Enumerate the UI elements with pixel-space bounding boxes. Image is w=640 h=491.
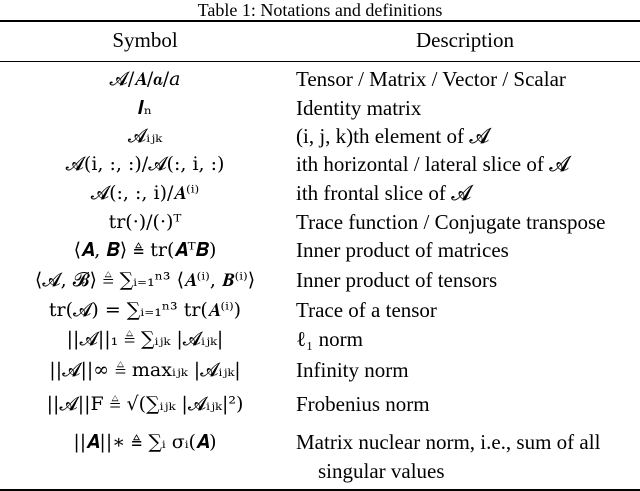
symbol-cell: ||𝓐||₁ ≜ ∑ᵢⱼₖ |𝓐ᵢⱼₖ| [66, 328, 224, 350]
description-cell [296, 428, 636, 486]
symbol-cell: 𝓐ᵢⱼₖ [127, 125, 163, 147]
description-cell: Inner product of tensors [296, 268, 498, 292]
description-line: Matrix nuclear norm, i.e., sum of all [296, 430, 601, 454]
table-top-rule [0, 20, 640, 22]
symbol-cell: ||𝓐||∞ ≜ maxᵢⱼₖ |𝓐ᵢⱼₖ| [49, 359, 241, 381]
description-cell: Trace of a tensor [296, 298, 437, 322]
symbol-cell: 𝓐/𝑨/𝒂/𝑎 [109, 68, 181, 90]
symbol-cell: ⟨𝓐, 𝓑⟩ ≜ ∑ᵢ₌₁ⁿ³ ⟨𝑨⁽ⁱ⁾, 𝑩⁽ⁱ⁾⟩ [34, 269, 256, 291]
description-cell: Identity matrix [296, 96, 422, 120]
table-caption: Table 1: Notations and definitions [197, 0, 443, 20]
description-cell: Frobenius norm [296, 392, 430, 416]
description-cell: ith frontal slice of 𝓐 [296, 181, 472, 205]
description-cell: (i, j, k)th element of 𝓐 [296, 124, 490, 148]
symbol-cell: 𝓐(i, :, :)/𝓐(:, i, :) [65, 153, 225, 175]
description-cell: Inner product of matrices [296, 238, 509, 262]
symbol-cell: ||𝓐||F ≜ √(∑ᵢⱼₖ |𝓐ᵢⱼₖ|²) [46, 393, 244, 415]
symbol-cell: 𝑰ₙ [137, 97, 153, 119]
symbol-cell: 𝓐(:, :, i)/𝑨⁽ⁱ⁾ [90, 182, 200, 204]
column-header-description: Description [416, 28, 514, 52]
symbol-cell: ⟨𝑨, 𝑩⟩ ≜ tr(𝑨ᵀ𝑩) [73, 239, 217, 261]
description-cell: Trace function / Conjugate transpose [296, 210, 606, 234]
symbol-cell: ||𝑨||∗ ≜ ∑ᵢ σᵢ(𝑨) [73, 431, 217, 453]
description-cell: ith horizontal / lateral slice of 𝓐 [296, 152, 570, 176]
table-header-rule [0, 61, 640, 62]
description-cell: Tensor / Matrix / Vector / Scalar [296, 67, 566, 91]
symbol-cell: tr(·)/(·)ᵀ [108, 211, 182, 233]
column-header-symbol: Symbol [112, 28, 178, 52]
description-continuation: singular values [318, 459, 445, 483]
description-cell: Infinity norm [296, 358, 409, 382]
description-cell: ℓ₁ norm [296, 327, 363, 351]
symbol-cell: tr(𝓐) = ∑ᵢ₌₁ⁿ³ tr(𝑨⁽ⁱ⁾) [48, 299, 242, 321]
